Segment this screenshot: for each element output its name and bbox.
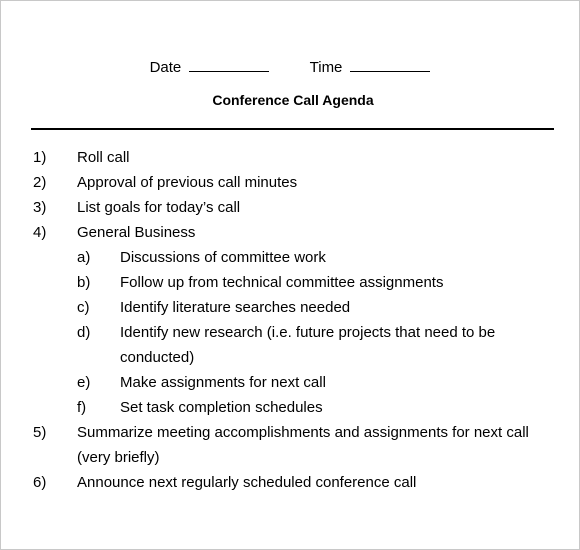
item-text: Approval of previous call minutes	[77, 174, 298, 191]
agenda-list	[1, 145, 579, 495]
time-blank-field	[350, 57, 430, 72]
agenda-title: Conference Call Agenda	[212, 92, 374, 108]
date-time-line	[1, 57, 579, 76]
agenda-item	[1, 195, 579, 220]
date-label: Date	[149, 59, 182, 76]
agenda-item	[1, 420, 579, 470]
subitem-text: Follow up from technical committee assignments	[120, 274, 444, 291]
time-label: Time	[309, 59, 343, 76]
subitem-text: Identify new research (i.e. future projects that need to be conducted)	[120, 324, 496, 366]
item-number: 4)	[33, 224, 47, 241]
date-blank-field	[189, 57, 269, 72]
item-number: 5)	[33, 424, 47, 441]
subitem-letter: e)	[77, 374, 91, 391]
subitem-letter: d)	[77, 324, 91, 341]
subitem-text: Make assignments for next call	[120, 374, 326, 391]
item-text: General Business	[77, 224, 196, 241]
subitem-letter: c)	[77, 299, 90, 316]
subitem-text: Identify literature searches needed	[120, 299, 351, 316]
subitem-letter: b)	[77, 274, 91, 291]
agenda-subitem	[1, 295, 579, 320]
title-divider	[31, 128, 554, 130]
agenda-item	[1, 170, 579, 195]
agenda-subitem	[1, 270, 579, 295]
item-number: 1)	[33, 149, 47, 166]
subitem-letter: a)	[77, 249, 91, 266]
item-number: 6)	[33, 474, 47, 491]
item-number: 3)	[33, 199, 47, 216]
agenda-subitem	[1, 395, 579, 420]
agenda-item	[1, 470, 579, 495]
subitem-text: Discussions of committee work	[120, 249, 326, 266]
item-text: List goals for today’s call	[77, 199, 241, 216]
agenda-item	[1, 145, 579, 170]
agenda-subitem	[1, 370, 579, 395]
item-text: Roll call	[77, 149, 130, 166]
agenda-subitem	[1, 245, 579, 270]
agenda-subitem	[1, 320, 579, 370]
item-number: 2)	[33, 174, 47, 191]
item-text: Announce next regularly scheduled conference call	[77, 474, 417, 491]
agenda-item	[1, 220, 579, 245]
subitem-text: Set task completion schedules	[120, 399, 323, 416]
subitem-letter: f)	[77, 399, 87, 416]
item-text: Summarize meeting accomplishments and assignments for next call (very briefly)	[77, 424, 529, 466]
